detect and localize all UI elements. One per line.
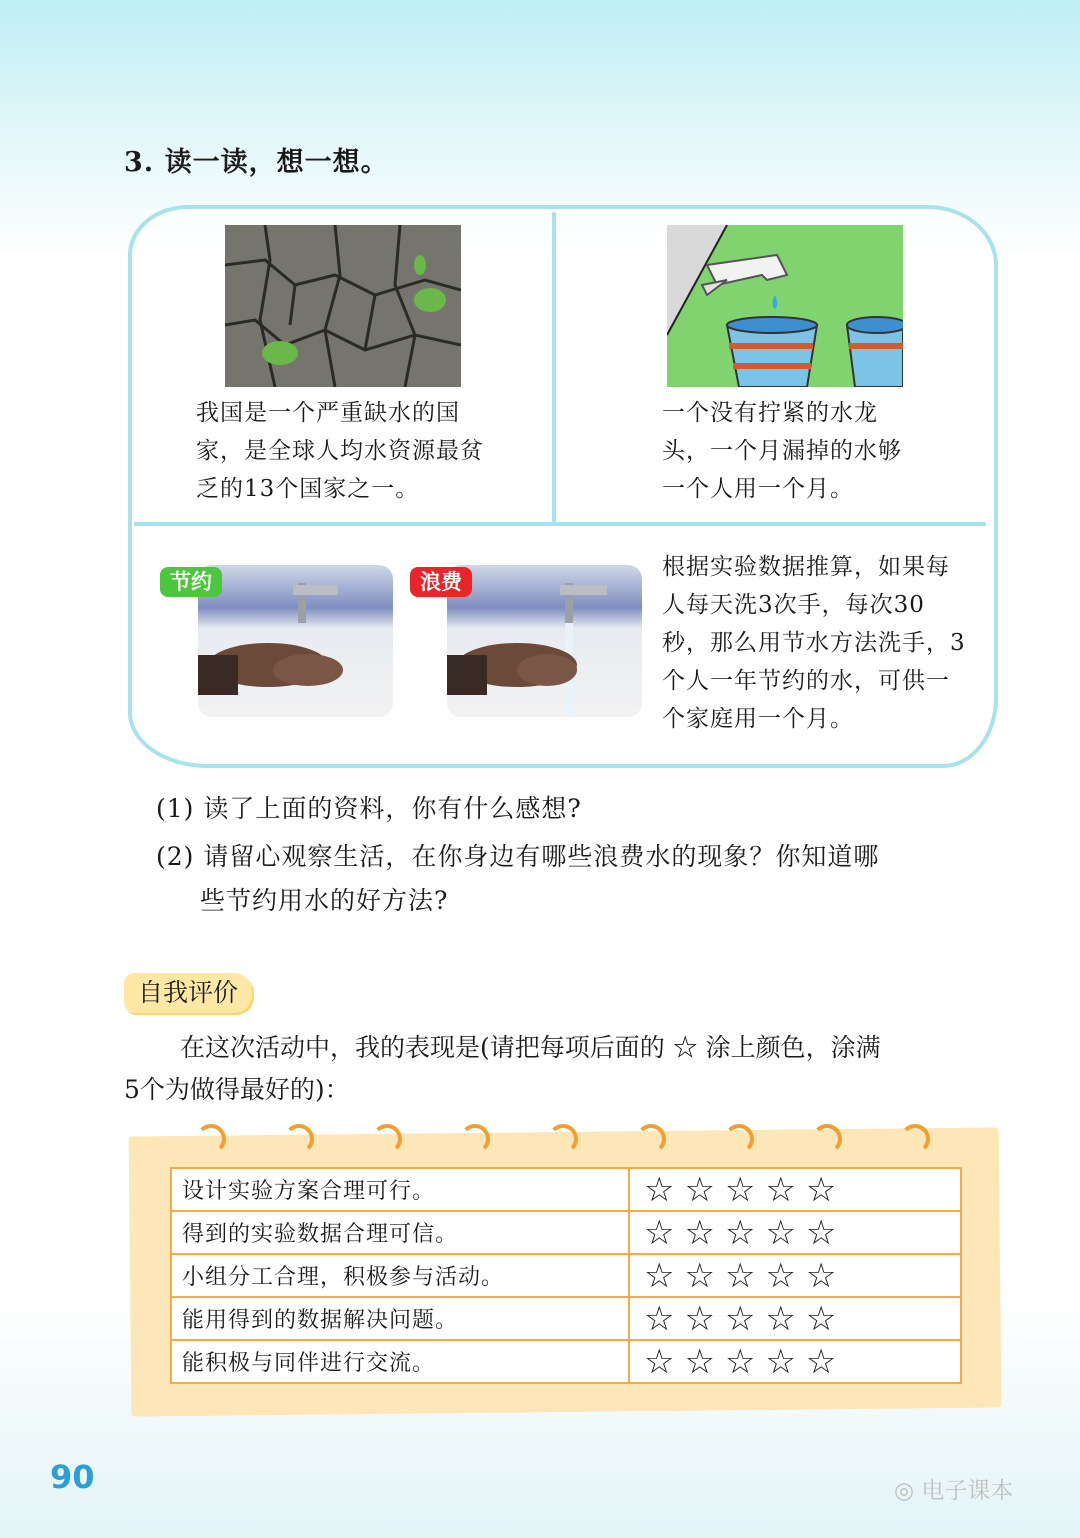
criterion-cell: 设计实验方案合理可行。 <box>171 1168 629 1211</box>
watermark-text: 电子课本 <box>921 1478 1014 1504</box>
star-rating[interactable]: ☆☆☆☆☆ <box>629 1168 961 1211</box>
self-evaluation-badge: 自我评价 <box>124 973 252 1013</box>
save-tag: 节约 <box>160 567 222 597</box>
criterion-cell: 能用得到的数据解决问题。 <box>171 1297 629 1340</box>
evaluation-intro <box>124 1027 1004 1111</box>
wechat-icon: ◎ <box>894 1478 922 1504</box>
star-rating[interactable]: ☆☆☆☆☆ <box>629 1340 961 1383</box>
cloud-divider-horizontal <box>134 522 986 526</box>
evaluation-intro-line-1: 在这次活动中，我的表现是(请把每项后面的 ☆ 涂上颜色，涂满 <box>180 1033 881 1062</box>
section-title: 3. 读一读，想一想。 <box>124 147 389 178</box>
question-2 <box>156 835 1006 923</box>
evaluation-intro-line-2: 5个为做得最好的)： <box>124 1075 350 1104</box>
evaluation-table <box>170 1167 962 1384</box>
table-row <box>171 1211 961 1254</box>
criterion-cell: 小组分工合理，积极参与活动。 <box>171 1254 629 1297</box>
notebook-ring-icon <box>812 1124 842 1154</box>
drought-text: 我国是一个严重缺水的国家，是全球人均水资源最贫乏的13个国家之一。 <box>196 400 484 502</box>
waste-tag: 浪费 <box>410 567 472 597</box>
question-1: (1) 读了上面的资料，你有什么感想? <box>156 794 582 823</box>
notebook-ring-icon <box>548 1124 578 1154</box>
table-row <box>171 1297 961 1340</box>
handwash-text: 根据实验数据推算，如果每人每天洗3次手，每次30秒，那么用节水方法洗手，3个人一年节约的水，可供一个家庭用一个月。 <box>662 554 966 732</box>
question-2-line-2: 些节约用水的好方法? <box>200 886 449 915</box>
notebook-ring-icon <box>636 1124 666 1154</box>
save-water-handwash-image <box>198 565 393 717</box>
star-rating[interactable]: ☆☆☆☆☆ <box>629 1254 961 1297</box>
notebook-ring-icon <box>284 1124 314 1154</box>
page-number: 90 <box>50 1458 95 1496</box>
star-rating[interactable]: ☆☆☆☆☆ <box>629 1297 961 1340</box>
notebook-ring-icon <box>900 1124 930 1154</box>
notebook-ring-icon <box>724 1124 754 1154</box>
notebook-ring-icon <box>372 1124 402 1154</box>
leaking-tap-text: 一个没有拧紧的水龙头，一个月漏掉的水够一个人用一个月。 <box>662 400 902 502</box>
table-row <box>171 1340 961 1383</box>
dripping-tap-image <box>667 225 903 387</box>
question-2-line-1: (2) 请留心观察生活，在你身边有哪些浪费水的现象？你知道哪 <box>156 842 880 871</box>
watermark <box>894 1472 1013 1505</box>
notebook-ring-icon <box>196 1124 226 1154</box>
table-row <box>171 1254 961 1297</box>
criterion-cell: 得到的实验数据合理可信。 <box>171 1211 629 1254</box>
cloud-divider-vertical <box>552 212 556 524</box>
drought-soil-image <box>225 225 461 387</box>
star-rating[interactable]: ☆☆☆☆☆ <box>629 1211 961 1254</box>
table-row <box>171 1168 961 1211</box>
criterion-cell: 能积极与同伴进行交流。 <box>171 1340 629 1383</box>
waste-water-handwash-image <box>447 565 642 717</box>
notebook-ring-icon <box>460 1124 490 1154</box>
